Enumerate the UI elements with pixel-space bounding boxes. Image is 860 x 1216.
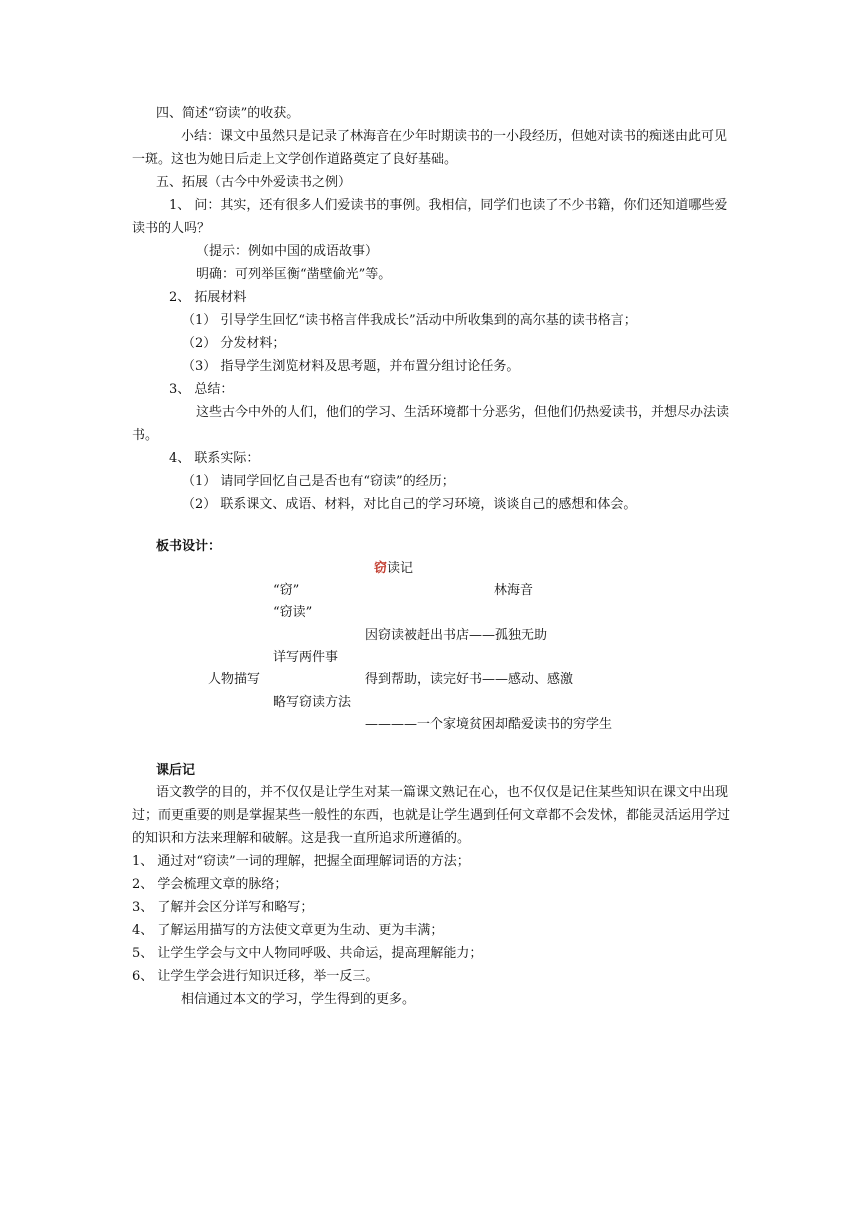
section5-item3-line1: 这些古今中外的人们，他们的学习、生活环境都十分恶劣，但他们仍热爱读书，并想尽办法读: [196, 405, 730, 420]
afterword-heading: 课后记: [156, 763, 196, 778]
afterword-item-3: 3、 了解并会区分详写和略写；: [132, 900, 314, 915]
board-label-qie: “窃”: [273, 583, 300, 598]
board-event2: 得到帮助，读完好书——感动、感激: [365, 672, 574, 687]
section5-hint: （提示：例如中国的成语故事）: [196, 244, 379, 259]
board-title-red-char: 窃: [374, 561, 388, 576]
board-title-rest: 读记: [387, 561, 414, 576]
section5-clarify: 明确：可列举匡衡“凿壁偷光”等。: [196, 267, 392, 282]
afterword-para-line1: 语文教学的目的，并不仅仅是让学生对某一篇课文熟记在心，也不仅仅是记住某些知识在课文中出现: [156, 785, 729, 800]
afterword-item-1: 1、 通过对“窃读”一词的理解，把握全面理解词语的方法；: [132, 854, 470, 869]
afterword-item-5: 5、 让学生学会与文中人物同呼吸、共命运，提高理解能力；: [132, 946, 483, 961]
section5-item4: 4、 联系实际：: [169, 451, 260, 466]
section5-q1-line1: 1、 问：其实，还有很多人们爱读书的事例。我相信，同学们也读了不少书籍，你们还知道哪些爱: [169, 198, 728, 213]
board-character-desc: 人物描写: [208, 672, 261, 687]
section5-item3: 3、 总结：: [169, 382, 234, 397]
section4-summary-line2: 一斑。这也为她日后走上文学创作道路奠定了良好基础。: [132, 152, 458, 167]
section5-item4-sub2: （2） 联系课文、成语、材料，对比自己的学习环境，谈谈自己的感想和体会。: [182, 497, 637, 512]
section5-item4-sub1: （1） 请同学回忆自己是否也有“窃读”的经历；: [182, 474, 455, 489]
section5-item2-sub1: （1） 引导学生回忆“读书格言伴我成长”活动中所收集到的高尔基的读书格言；: [182, 313, 637, 328]
afterword-closing: 相信通过本文的学习，学生得到的更多。: [181, 992, 416, 1007]
board-event1: 因窃读被赶出书店——孤独无助: [365, 628, 548, 643]
board-detail-two: 详写两件事: [273, 650, 339, 665]
section5-heading: 五、拓展（古今中外爱读书之例）: [156, 175, 352, 190]
afterword-para-line3: 的知识和方法来理解和破解。这是我一直所追求所遵循的。: [132, 831, 471, 846]
section5-item3-line2: 书。: [132, 428, 159, 443]
board-label-qiedu: “窃读”: [273, 605, 313, 620]
board-conclusion: ————一个家境贫困却酷爱读书的穷学生: [365, 717, 613, 732]
board-author: 林海音: [494, 583, 534, 598]
section4-heading: 四、简述“窃读”的收获。: [156, 106, 300, 121]
afterword-item-4: 4、 了解运用描写的方法使文章更为生动、更为丰满；: [132, 923, 444, 938]
section5-item2-sub2: （2） 分发材料；: [182, 336, 286, 351]
section5-item2-sub3: （3） 指导学生浏览材料及思考题，并布置分组讨论任务。: [182, 359, 520, 374]
afterword-item-6: 6、 让学生学会进行知识迁移，举一反三。: [132, 969, 379, 984]
afterword-para-line2: 过；而更重要的则是掌握某些一般性的东西，也就是让学生遇到任何文章都不会发怵，都能灵活运用学过: [132, 808, 731, 823]
section4-summary-line1: 小结：课文中虽然只是记录了林海音在少年时期读书的一小段经历，但她对读书的痴迷由此可见: [181, 129, 728, 144]
board-brief-method: 略写窃读方法: [273, 695, 352, 710]
board-heading: 板书设计：: [156, 539, 222, 554]
board-title: [374, 560, 413, 578]
afterword-item-2: 2、 学会梳理文章的脉络；: [132, 877, 288, 892]
section5-item2: 2、 拓展材料: [169, 290, 247, 305]
section5-q1-line2: 读书的人吗？: [132, 221, 211, 236]
